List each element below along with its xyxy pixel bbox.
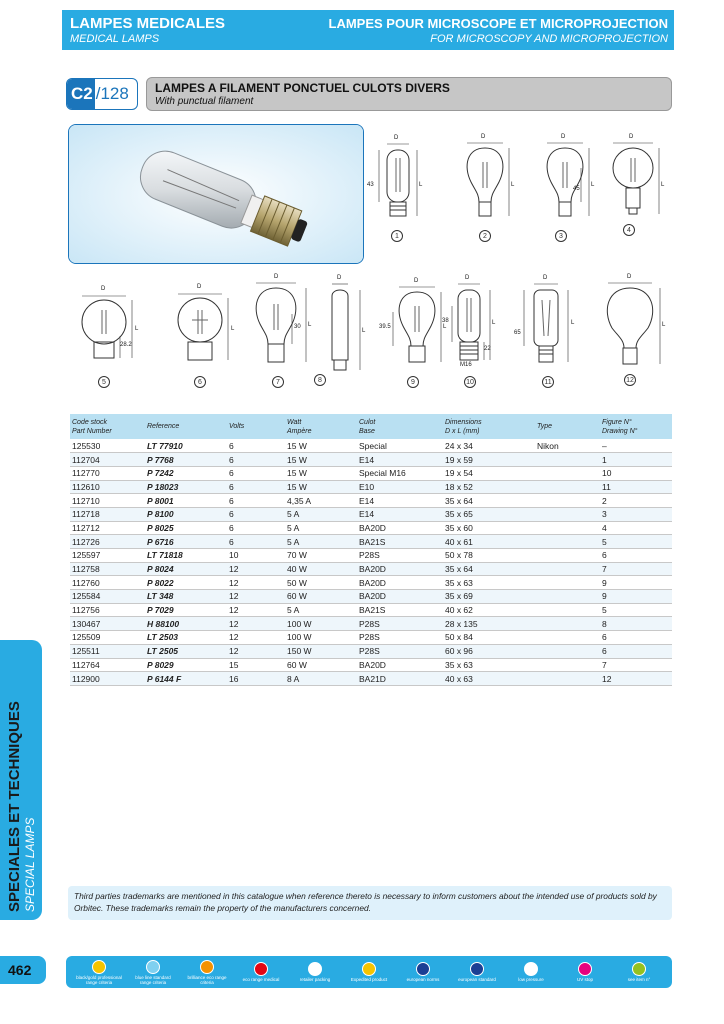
product-code-number: /128 [95, 84, 129, 103]
table-row [70, 521, 672, 535]
cell-reference: P 7242 [145, 466, 227, 480]
cell-watt: 150 W [285, 644, 357, 658]
drawing-5-dim-d: D [101, 286, 106, 292]
col-header-figure: Figure N° Drawing N° [602, 418, 638, 435]
cell-watt: 5 A [285, 603, 357, 617]
cell-dimensions: 35 x 63 [443, 658, 535, 672]
cell-watt: 100 W [285, 617, 357, 631]
drawing-10 [442, 275, 506, 386]
legend-item [237, 962, 285, 982]
cell-type [535, 494, 600, 508]
drawing-8 [318, 275, 370, 384]
drawing-7-dim-h: 30 [294, 324, 301, 330]
drawing-2-dim-l: L [511, 182, 515, 188]
cell-watt: 15 W [285, 480, 357, 494]
cell-type [535, 644, 600, 658]
page-number: 462 [0, 956, 46, 984]
cell-dimensions: 19 x 59 [443, 453, 535, 467]
cell-type [535, 453, 600, 467]
drawing-1-dim-d: D [394, 135, 399, 141]
drawing-6 [170, 284, 236, 386]
uv-icon [578, 962, 592, 976]
legend-item [615, 962, 663, 982]
cell-base: BA20D [357, 658, 443, 672]
cell-figure: 6 [600, 549, 672, 563]
drawing-2-number: 2 [479, 230, 491, 242]
drawing-3-dim-h: 45 [573, 186, 580, 192]
category-subtitle: MEDICAL LAMPS [70, 33, 160, 45]
drawing-10-dim-d: D [465, 275, 470, 281]
drawing-3-dim-d: D [561, 134, 566, 140]
cell-dimensions: 19 x 54 [443, 466, 535, 480]
legend-label: eco range medical [242, 977, 280, 982]
drawing-10-thread: M16 [460, 362, 472, 368]
drawing-9-dim-h: 39.5 [379, 324, 391, 330]
cell-watt: 15 W [285, 439, 357, 453]
drawing-11-outline [516, 280, 576, 370]
side-tab-subtitle: SPECIAL LAMPS [22, 817, 37, 912]
cell-base: E14 [357, 507, 443, 521]
cell-figure: 7 [600, 658, 672, 672]
cell-dimensions: 35 x 64 [443, 494, 535, 508]
cell-watt: 5 A [285, 507, 357, 521]
cell-dimensions: 35 x 69 [443, 590, 535, 604]
drawing-11-number: 11 [542, 376, 554, 388]
cell-part-number: 112760 [70, 576, 145, 590]
drawing-6-dim-l: L [231, 326, 235, 332]
col-header-volts: Volts [229, 423, 245, 430]
cell-type [535, 658, 600, 672]
drawing-2 [455, 134, 515, 240]
legend-label: see item n° [627, 977, 651, 982]
cell-watt: 15 W [285, 466, 357, 480]
drawing-8-dim-l: L [362, 328, 366, 334]
drawing-4-outline [605, 138, 665, 228]
drawing-10-dim-base: 22 [484, 346, 491, 352]
trademark-disclaimer: Third parties trademarks are mentioned in this catalogue when reference thereto is necessary to inform customers about the intended use of products sold by Orbitec. These trademarks remain the property of the manufacturers concerned. [68, 886, 672, 920]
cell-figure: – [600, 439, 672, 453]
cell-figure: 8 [600, 617, 672, 631]
cell-volts: 12 [227, 631, 285, 645]
col-header-base: Culot Base [359, 418, 376, 435]
drawing-5 [74, 284, 144, 386]
drawing-12-dim-d: D [627, 274, 632, 280]
section-subtitle: FOR MICROSCOPY AND MICROPROJECTION [430, 33, 668, 45]
drawing-11-dim-d: D [543, 275, 548, 281]
cell-reference: P 8024 [145, 562, 227, 576]
cell-base: BA21D [357, 672, 443, 686]
cell-volts: 6 [227, 453, 285, 467]
cell-volts: 16 [227, 672, 285, 686]
cell-figure: 2 [600, 494, 672, 508]
table-row [70, 644, 672, 658]
package-icon [308, 962, 322, 976]
cell-figure: 10 [600, 466, 672, 480]
drawing-7 [250, 274, 316, 386]
table-row [70, 549, 672, 563]
eu-icon [416, 962, 430, 976]
page-header [62, 10, 674, 50]
drawing-2-outline [455, 138, 515, 228]
cell-volts: 12 [227, 603, 285, 617]
cell-volts: 6 [227, 521, 285, 535]
table-row [70, 590, 672, 604]
drawing-9-dim-l: L [443, 324, 447, 330]
drawing-3 [535, 134, 595, 240]
drawing-7-dim-d: D [274, 274, 279, 280]
legend-label: european standard [458, 977, 496, 982]
cell-reference: LT 77910 [145, 439, 227, 453]
cell-part-number: 112718 [70, 507, 145, 521]
cell-type [535, 672, 600, 686]
box-icon [362, 962, 376, 976]
table-row [70, 603, 672, 617]
cell-reference: P 7029 [145, 603, 227, 617]
cell-dimensions: 50 x 78 [443, 549, 535, 563]
cell-figure: 5 [600, 535, 672, 549]
legend-item [291, 962, 339, 982]
cell-type [535, 631, 600, 645]
cell-dimensions: 40 x 62 [443, 603, 535, 617]
cell-watt: 50 W [285, 576, 357, 590]
drawing-9-outline [385, 282, 445, 372]
cell-dimensions: 35 x 60 [443, 521, 535, 535]
table-row [70, 672, 672, 686]
legend-item [75, 960, 123, 985]
sun-icon [200, 960, 214, 974]
drawing-12-number: 12 [624, 374, 636, 386]
cell-reference: LT 71818 [145, 549, 227, 563]
legend-label: low pressure [518, 977, 544, 982]
cell-type [535, 576, 600, 590]
col-header-part-number: Code stock Part Number [72, 418, 112, 435]
cell-part-number: 112764 [70, 658, 145, 672]
legend-item [183, 960, 231, 985]
cell-figure: 9 [600, 590, 672, 604]
cell-watt: 60 W [285, 658, 357, 672]
table-row [70, 658, 672, 672]
cell-part-number: 112704 [70, 453, 145, 467]
medal-icon [92, 960, 106, 974]
cell-reference: LT 2505 [145, 644, 227, 658]
table-row [70, 453, 672, 467]
cell-volts: 12 [227, 576, 285, 590]
product-code-prefix: C2 [67, 79, 95, 109]
cell-reference: P 8029 [145, 658, 227, 672]
drawing-3-dim-l: L [591, 182, 595, 188]
cell-base: E10 [357, 480, 443, 494]
table-row [70, 480, 672, 494]
table-row [70, 439, 672, 453]
product-subtitle: With punctual filament [155, 96, 254, 107]
cell-figure: 3 [600, 507, 672, 521]
drawing-1-dim-h: 43 [367, 182, 374, 188]
eco-badge-icon [254, 962, 268, 976]
drawing-9-dim-d: D [414, 278, 419, 284]
pressure-icon [524, 962, 538, 976]
drawing-10-outline [446, 280, 506, 370]
cell-figure: 12 [600, 672, 672, 686]
cell-figure: 4 [600, 521, 672, 535]
table-header-row [70, 414, 672, 439]
cell-type [535, 603, 600, 617]
cell-base: BA21S [357, 535, 443, 549]
legend-item [345, 962, 393, 982]
legend-label: brilliance eco range criteria [187, 974, 227, 985]
cell-figure: 11 [600, 480, 672, 494]
drawing-4-dim-l: L [661, 182, 665, 188]
table-row [70, 494, 672, 508]
cell-type: Nikon [535, 439, 600, 453]
legend-label: Expedited product [350, 977, 388, 982]
drawing-10-number: 10 [464, 376, 476, 388]
side-tab-title: SPECIALES ET TECHNIQUES [5, 701, 23, 912]
legend-item [453, 962, 501, 982]
product-code-badge [66, 78, 138, 110]
cell-reference: P 8025 [145, 521, 227, 535]
cell-base: P28S [357, 631, 443, 645]
cell-part-number: 112726 [70, 535, 145, 549]
cell-type [535, 466, 600, 480]
drawing-12 [596, 274, 666, 384]
cell-reference: P 6716 [145, 535, 227, 549]
drawing-2-dim-d: D [481, 134, 486, 140]
cell-base: BA20D [357, 590, 443, 604]
col-header-reference: Reference [147, 423, 180, 430]
cell-base: P28S [357, 549, 443, 563]
reference-icon [632, 962, 646, 976]
cell-figure: 5 [600, 603, 672, 617]
cell-volts: 12 [227, 562, 285, 576]
cell-dimensions: 40 x 63 [443, 672, 535, 686]
drawing-5-number: 5 [98, 376, 110, 388]
cell-part-number: 125530 [70, 439, 145, 453]
drawing-4-number: 4 [623, 224, 635, 236]
cell-volts: 10 [227, 549, 285, 563]
cell-watt: 5 A [285, 521, 357, 535]
cell-base: BA20D [357, 576, 443, 590]
cell-volts: 12 [227, 644, 285, 658]
cell-reference: P 8022 [145, 576, 227, 590]
cell-reference: P 7768 [145, 453, 227, 467]
cell-reference: LT 348 [145, 590, 227, 604]
blue-line-icon [146, 960, 160, 974]
cell-part-number: 125584 [70, 590, 145, 604]
cell-base: P28S [357, 617, 443, 631]
drawing-3-outline [535, 138, 595, 228]
category-title: LAMPES MEDICALES [70, 15, 226, 32]
cell-watt: 8 A [285, 672, 357, 686]
cell-reference: P 18023 [145, 480, 227, 494]
drawing-1 [367, 135, 425, 240]
cell-part-number: 130467 [70, 617, 145, 631]
cell-watt: 4,35 A [285, 494, 357, 508]
cell-dimensions: 35 x 64 [443, 562, 535, 576]
drawing-6-outline [170, 284, 236, 374]
product-title: LAMPES A FILAMENT PONCTUEL CULOTS DIVERS [155, 81, 450, 95]
cell-reference: P 8100 [145, 507, 227, 521]
table-row [70, 535, 672, 549]
drawing-4-dim-d: D [629, 134, 634, 140]
col-header-dimensions: Dimensions D x L (mm) [445, 418, 482, 435]
legend-item [561, 962, 609, 982]
drawing-5-dim-l: L [135, 326, 139, 332]
legend-label: UV stop [576, 977, 593, 982]
cell-part-number: 112712 [70, 521, 145, 535]
cell-base: BA20D [357, 521, 443, 535]
cell-watt: 15 W [285, 453, 357, 467]
cell-watt: 70 W [285, 549, 357, 563]
col-header-type: Type [537, 423, 553, 430]
cell-watt: 100 W [285, 631, 357, 645]
drawing-7-number: 7 [272, 376, 284, 388]
cell-dimensions: 35 x 63 [443, 576, 535, 590]
drawing-12-dim-l: L [662, 322, 666, 328]
cell-base: P28S [357, 644, 443, 658]
cell-part-number: 112900 [70, 672, 145, 686]
cell-dimensions: 24 x 34 [443, 439, 535, 453]
legend-label: european norms [406, 977, 440, 982]
legend-item [399, 962, 447, 982]
table-row [70, 631, 672, 645]
cell-figure: 7 [600, 562, 672, 576]
cell-type [535, 590, 600, 604]
cell-figure: 6 [600, 631, 672, 645]
drawing-4 [605, 134, 665, 234]
cell-part-number: 112756 [70, 603, 145, 617]
cell-reference: LT 2503 [145, 631, 227, 645]
product-title-box [146, 77, 672, 111]
section-title: LAMPES POUR MICROSCOPE ET MICROPROJECTION [328, 16, 668, 31]
cell-watt: 40 W [285, 562, 357, 576]
cell-base: Special [357, 439, 443, 453]
cell-part-number: 112710 [70, 494, 145, 508]
cell-volts: 6 [227, 480, 285, 494]
standard-icon [470, 962, 484, 976]
drawing-10-dim-h: 38 [442, 318, 449, 324]
drawing-7-dim-l: L [308, 322, 312, 328]
drawing-8-dim-d: D [337, 275, 342, 281]
cell-dimensions: 18 x 52 [443, 480, 535, 494]
legend-item [129, 960, 177, 985]
drawing-10-dim-l: L [492, 320, 496, 326]
cell-base: BA20D [357, 562, 443, 576]
drawing-3-number: 3 [555, 230, 567, 242]
cell-volts: 15 [227, 658, 285, 672]
cell-watt: 60 W [285, 590, 357, 604]
drawing-8-outline [320, 278, 370, 374]
lamp-photo [68, 124, 364, 264]
cell-volts: 12 [227, 590, 285, 604]
cell-dimensions: 40 x 61 [443, 535, 535, 549]
cell-dimensions: 60 x 96 [443, 644, 535, 658]
drawing-9-number: 9 [407, 376, 419, 388]
cell-volts: 12 [227, 617, 285, 631]
cell-reference: P 8001 [145, 494, 227, 508]
cell-part-number: 125511 [70, 644, 145, 658]
table-row [70, 507, 672, 521]
cell-dimensions: 35 x 65 [443, 507, 535, 521]
cell-figure: 1 [600, 453, 672, 467]
table-row [70, 576, 672, 590]
cell-base: Special M16 [357, 466, 443, 480]
drawing-1-outline [375, 138, 425, 228]
table-row [70, 466, 672, 480]
drawing-1-number: 1 [391, 230, 403, 242]
drawing-1-dim-l: L [419, 182, 423, 188]
cell-volts: 6 [227, 439, 285, 453]
drawing-11-dim-l: L [571, 320, 575, 326]
cell-part-number: 125509 [70, 631, 145, 645]
drawing-6-dim-d: D [197, 284, 202, 290]
drawing-7-outline [250, 278, 316, 374]
side-category-tab [0, 640, 42, 920]
drawing-6-number: 6 [194, 376, 206, 388]
drawing-11 [514, 275, 576, 386]
lamp-photo-image [69, 125, 364, 264]
cell-figure: 6 [600, 644, 672, 658]
cell-part-number: 112610 [70, 480, 145, 494]
cell-volts: 6 [227, 535, 285, 549]
table-row [70, 562, 672, 576]
cell-reference: P 6144 F [145, 672, 227, 686]
table-body [70, 439, 672, 685]
col-header-watt: Watt Ampère [287, 418, 312, 435]
drawing-11-dim-h: 65 [514, 330, 521, 336]
cell-type [535, 562, 600, 576]
cell-volts: 6 [227, 494, 285, 508]
cell-base: BA21S [357, 603, 443, 617]
cell-dimensions: 50 x 84 [443, 631, 535, 645]
cell-type [535, 617, 600, 631]
cell-watt: 5 A [285, 535, 357, 549]
drawing-12-outline [596, 280, 666, 370]
footer-legend [66, 956, 672, 988]
cell-figure: 9 [600, 576, 672, 590]
specification-table [70, 414, 672, 686]
cell-type [535, 521, 600, 535]
cell-part-number: 112770 [70, 466, 145, 480]
cell-base: E14 [357, 453, 443, 467]
legend-item [507, 962, 555, 982]
table-row [70, 617, 672, 631]
cell-type [535, 535, 600, 549]
cell-reference: H 88100 [145, 617, 227, 631]
cell-type [535, 549, 600, 563]
cell-type [535, 507, 600, 521]
cell-base: E14 [357, 494, 443, 508]
cell-part-number: 125597 [70, 549, 145, 563]
legend-label: black/gold professional range criteria [76, 974, 122, 985]
drawing-5-outline [74, 284, 144, 374]
cell-type [535, 480, 600, 494]
cell-part-number: 112758 [70, 562, 145, 576]
legend-label: retailer packing [299, 977, 331, 982]
drawing-5-dim-h: 28.2 [120, 342, 132, 348]
cell-dimensions: 28 x 135 [443, 617, 535, 631]
drawing-8-number: 8 [314, 374, 326, 386]
legend-label: blue line standard range criteria [135, 974, 171, 985]
cell-volts: 6 [227, 466, 285, 480]
cell-volts: 6 [227, 507, 285, 521]
